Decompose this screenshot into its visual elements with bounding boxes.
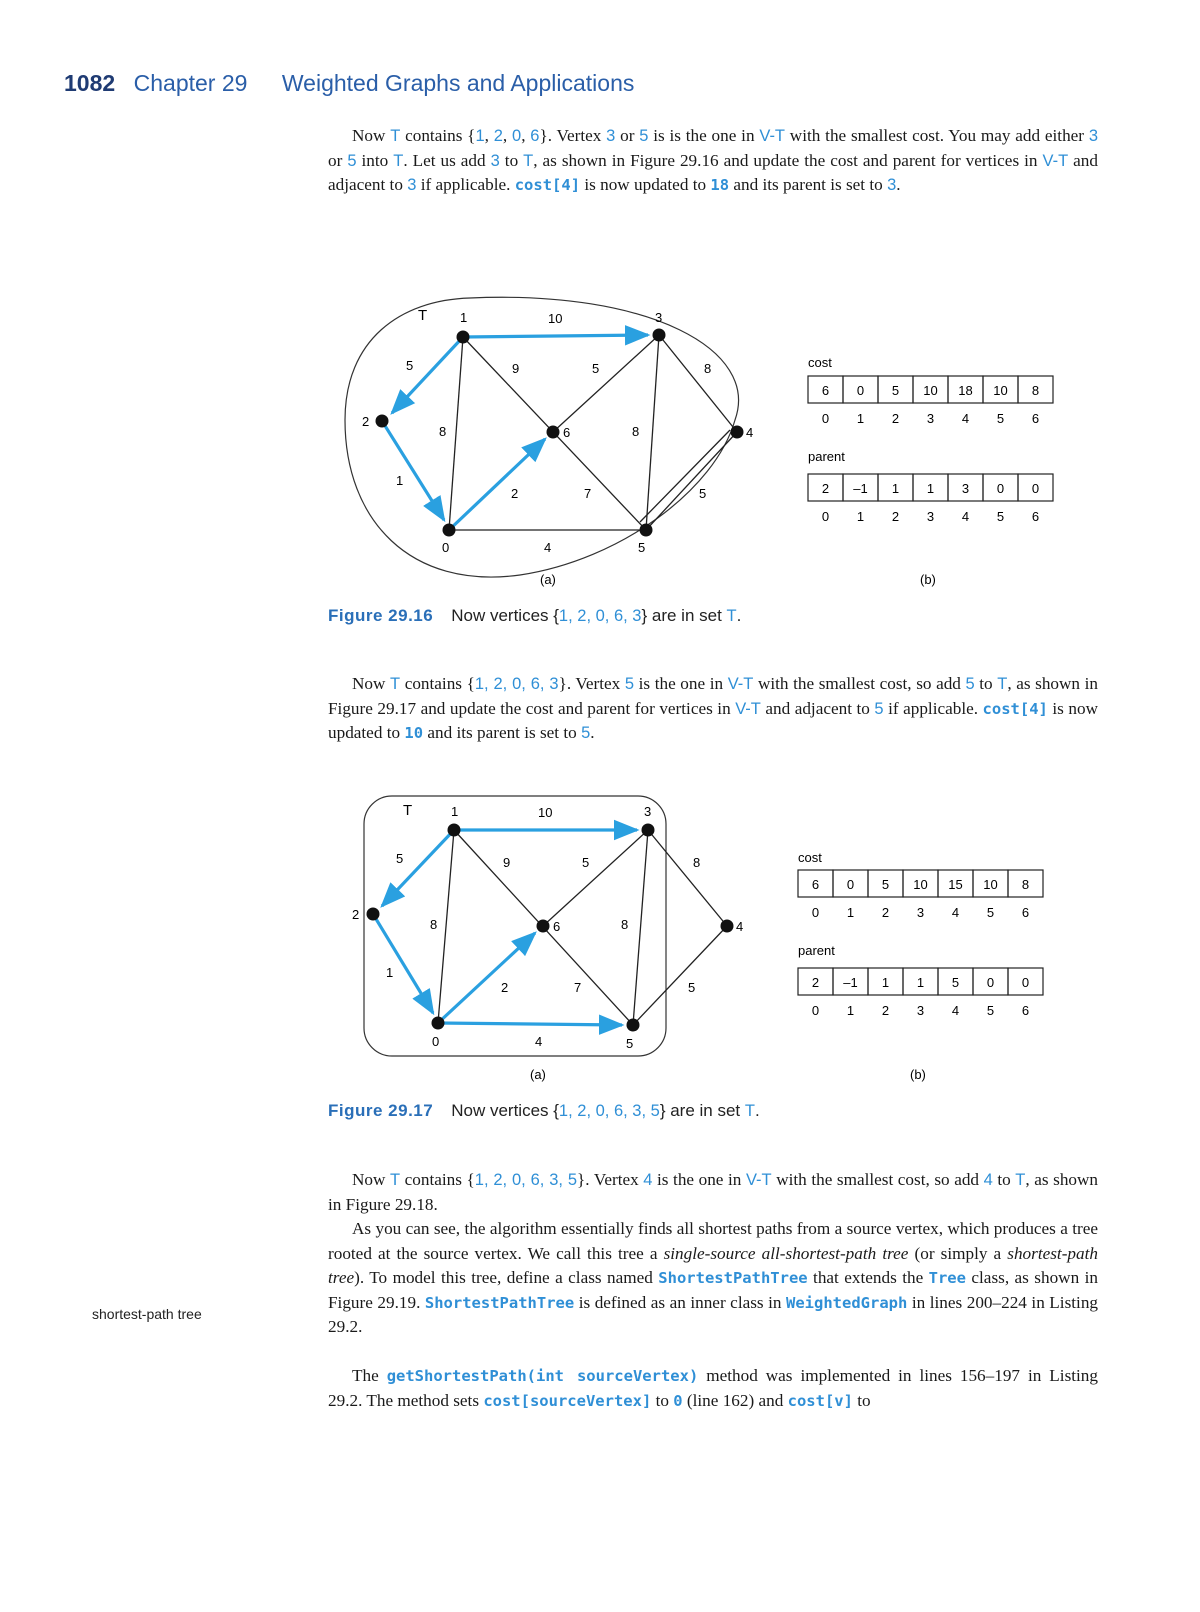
- edge-weight: 5: [688, 980, 696, 995]
- edge-3-6: [543, 830, 648, 926]
- edge-5-4b: [640, 430, 730, 522]
- edge-3-5: [646, 335, 659, 530]
- figure-29-16-caption: Figure 29.16 Now vertices {1, 2, 0, 6, 3} are in set T.: [328, 606, 742, 625]
- subfigure-b: (b): [910, 1067, 926, 1082]
- tree-edge-0-6: [449, 439, 545, 530]
- margin-note: shortest-path tree: [92, 1306, 202, 1322]
- parent-index: 2: [881, 1003, 890, 1018]
- paragraph-2: Now T contains {1, 2, 0, 6, 3}. Vertex 5 is the one in V-T with the smallest cost, so add 5 to T, as shown in Figure 29.17 and update the cost and parent for vertices in V-T and adjacent to 5 if applicable. cost[4] is now updated to 10 and its parent is set to 5.: [328, 674, 1098, 743]
- parent-index: 4: [951, 1003, 960, 1018]
- parent-value: 1: [926, 481, 935, 496]
- parent-index: 3: [916, 1003, 925, 1018]
- parent-index: 6: [1031, 509, 1040, 524]
- vertex-2: [376, 415, 389, 428]
- cost-value: 15: [948, 877, 963, 892]
- tree-edge-2-0: [382, 421, 447, 520]
- cost-array: [798, 870, 1043, 920]
- edge-weight: 8: [693, 855, 701, 870]
- edge-weight: 5: [396, 851, 404, 866]
- parent-index: 1: [856, 509, 865, 524]
- edge-weight: 9: [503, 855, 511, 870]
- edge-3-6: [553, 335, 659, 432]
- edge-weight: 2: [511, 486, 519, 501]
- vertex-label: 4: [746, 425, 754, 440]
- parent-index: 2: [891, 509, 900, 524]
- tree-edge-0-6: [438, 933, 535, 1023]
- figure-29-16: [0, 290, 1200, 610]
- vertex-label: 3: [644, 804, 652, 819]
- set-label: T: [418, 307, 428, 324]
- edge-weight: 8: [430, 917, 438, 932]
- cost-index: 5: [986, 905, 995, 920]
- tree-edge-1-2: [382, 830, 454, 906]
- cost-index: 0: [811, 905, 820, 920]
- edge-3-4: [648, 830, 727, 926]
- parent-label: parent: [808, 449, 845, 464]
- cost-index: 4: [961, 411, 970, 426]
- parent-value: 2: [821, 481, 830, 496]
- parent-index: 0: [821, 509, 830, 524]
- parent-value: 5: [951, 975, 960, 990]
- parent-value: 1: [891, 481, 900, 496]
- parent-index: 1: [846, 1003, 855, 1018]
- vertex-1: [448, 824, 461, 837]
- cost-value: 8: [1031, 383, 1040, 398]
- caption-label: Figure 29.17: [328, 1101, 434, 1120]
- tree-edge-0-5: [438, 1023, 622, 1025]
- edge-weight: 2: [501, 980, 509, 995]
- parent-value: 1: [916, 975, 925, 990]
- parent-value: 3: [961, 481, 970, 496]
- parent-value: 2: [811, 975, 820, 990]
- vertex-5: [627, 1019, 640, 1032]
- edge-weight: 9: [512, 361, 520, 376]
- cost-value: 18: [958, 383, 973, 398]
- parent-index: 6: [1021, 1003, 1030, 1018]
- running-header: [64, 70, 634, 97]
- parent-value: 0: [1021, 975, 1030, 990]
- vertex-6: [537, 920, 550, 933]
- page-number: 1082: [64, 70, 116, 96]
- paragraph-1: Now T contains {1, 2, 0, 6}. Vertex 3 or 5 is is the one in V-T with the smallest cost. You may add either 3 or 5 into T. Let us add 3 to T, as shown in Figure 29.16 and update the cost and parent for vertices in V-T and adjacent to 3 if applicable. cost[4] is now updated to 18 and its parent is set to 3.: [328, 126, 1099, 195]
- edge-1-0: [449, 337, 463, 530]
- cost-value: 10: [923, 383, 938, 398]
- edge-weight: 4: [544, 540, 552, 555]
- vertex-0: [432, 1017, 445, 1030]
- cost-index: 3: [926, 411, 935, 426]
- figure-29-17-caption: Figure 29.17 Now vertices {1, 2, 0, 6, 3, 5} are in set T.: [328, 1101, 760, 1120]
- parent-value: 0: [986, 975, 995, 990]
- parent-value: 1: [881, 975, 890, 990]
- vertex-6: [547, 426, 560, 439]
- edge-weight: 5: [406, 358, 414, 373]
- vertex-3: [642, 824, 655, 837]
- edge-weight: 8: [632, 424, 640, 439]
- edge-weight: 7: [574, 980, 582, 995]
- vertex-label: 1: [460, 310, 468, 325]
- vertex-0: [443, 524, 456, 537]
- edge-weight: 8: [439, 424, 447, 439]
- vertex-5: [640, 524, 653, 537]
- cost-index: 2: [881, 905, 890, 920]
- cost-index: 4: [951, 905, 960, 920]
- set-label: T: [403, 802, 413, 819]
- parent-index: 4: [961, 509, 970, 524]
- edge-5-4a: [646, 432, 737, 530]
- cost-value: 0: [856, 383, 865, 398]
- subfigure-a: (a): [530, 1067, 546, 1082]
- edge-weight: 4: [535, 1034, 543, 1049]
- subfigure-b: (b): [920, 572, 936, 587]
- cost-index: 3: [916, 905, 925, 920]
- chapter-title: Weighted Graphs and Applications: [281, 70, 635, 96]
- tree-edge-1-2: [392, 337, 463, 413]
- vertex-4: [731, 426, 744, 439]
- vertex-label: 0: [432, 1034, 440, 1049]
- vertex-label: 3: [655, 310, 663, 325]
- parent-value: 0: [996, 481, 1005, 496]
- vertex-2: [367, 908, 380, 921]
- parent-index: 5: [986, 1003, 995, 1018]
- edge-1-0: [438, 830, 454, 1023]
- edge-weight: 1: [386, 965, 394, 980]
- set-boundary: [345, 297, 739, 577]
- edge-weight: 7: [584, 486, 592, 501]
- cost-value: 5: [891, 383, 900, 398]
- vertex-4: [721, 920, 734, 933]
- parent-array: [808, 474, 1053, 524]
- parent-index: 5: [996, 509, 1005, 524]
- vertex-1: [457, 331, 470, 344]
- cost-index: 0: [821, 411, 830, 426]
- cost-value: 10: [983, 877, 998, 892]
- vertex-label: 4: [736, 919, 744, 934]
- tree-edge-1-3: [463, 335, 648, 337]
- edge-weight: 5: [699, 486, 707, 501]
- parent-index: 3: [926, 509, 935, 524]
- cost-index: 6: [1021, 905, 1030, 920]
- edge-weight: 5: [592, 361, 600, 376]
- vertex-label: 2: [362, 414, 370, 429]
- subfigure-a: (a): [540, 572, 556, 587]
- vertex-label: 2: [352, 907, 360, 922]
- parent-value: 0: [1031, 481, 1040, 496]
- cost-value: 8: [1021, 877, 1030, 892]
- cost-value: 10: [993, 383, 1008, 398]
- cost-label: cost: [798, 850, 822, 865]
- edge-weight: 5: [582, 855, 590, 870]
- parent-index: 0: [811, 1003, 820, 1018]
- edge-3-4: [659, 335, 737, 432]
- cost-index: 6: [1031, 411, 1040, 426]
- edge-3-5: [633, 830, 648, 1025]
- vertex-label: 5: [638, 540, 646, 555]
- cost-index: 5: [996, 411, 1005, 426]
- caption-label: Figure 29.16: [328, 606, 434, 625]
- figure-29-17: [0, 784, 1200, 1104]
- vertex-label: 5: [626, 1036, 634, 1051]
- cost-label: cost: [808, 355, 832, 370]
- vertex-label: 6: [563, 425, 571, 440]
- paragraph-4: As you can see, the algorithm essentially finds all shortest paths from a source vertex, which produces a tree rooted at the source vertex. We call this tree a single-source all-shortest-path tree (or simply a shortest-path tree). To model this tree, define a class named ShortestPathTree that extends the Tree class, as shown in Figure 29.19. ShortestPathTree is defined as an inner class in WeightedGraph in lines 200–224 in Listing 29.2.: [328, 1219, 1099, 1337]
- vertex-3: [653, 329, 666, 342]
- cost-index: 1: [846, 905, 855, 920]
- cost-index: 2: [891, 411, 900, 426]
- tree-edge-2-0: [373, 914, 433, 1013]
- cost-value: 0: [846, 877, 855, 892]
- vertex-label: 6: [553, 919, 561, 934]
- paragraph-3: Now T contains {1, 2, 0, 6, 3, 5}. Vertex 4 is the one in V-T with the smallest cost, so add 4 to T, as shown in Figure 29.18.: [328, 1170, 1099, 1214]
- parent-value: –1: [853, 481, 868, 496]
- vertex-label: 1: [451, 804, 459, 819]
- edge-5-4: [633, 926, 727, 1025]
- edge-weight: 10: [538, 805, 553, 820]
- edge-weight: 10: [548, 311, 563, 326]
- parent-value: –1: [843, 975, 858, 990]
- cost-value: 6: [821, 383, 830, 398]
- cost-value: 10: [913, 877, 928, 892]
- edge-weight: 8: [704, 361, 712, 376]
- parent-label: parent: [798, 943, 835, 958]
- cost-index: 1: [856, 411, 865, 426]
- edge-weight: 1: [396, 473, 404, 488]
- vertex-label: 0: [442, 540, 450, 555]
- cost-value: 5: [881, 877, 890, 892]
- cost-value: 6: [811, 877, 820, 892]
- edge-weight: 8: [621, 917, 629, 932]
- paragraph-5: The getShortestPath(int sourceVertex) method was implemented in lines 156–197 in Listing 29.2. The method sets cost[sourceVertex] to 0 (line 162) and cost[v] to: [328, 1366, 1098, 1410]
- cost-array: [808, 376, 1053, 426]
- chapter-label: Chapter 29: [133, 70, 248, 96]
- parent-array: [798, 968, 1043, 1018]
